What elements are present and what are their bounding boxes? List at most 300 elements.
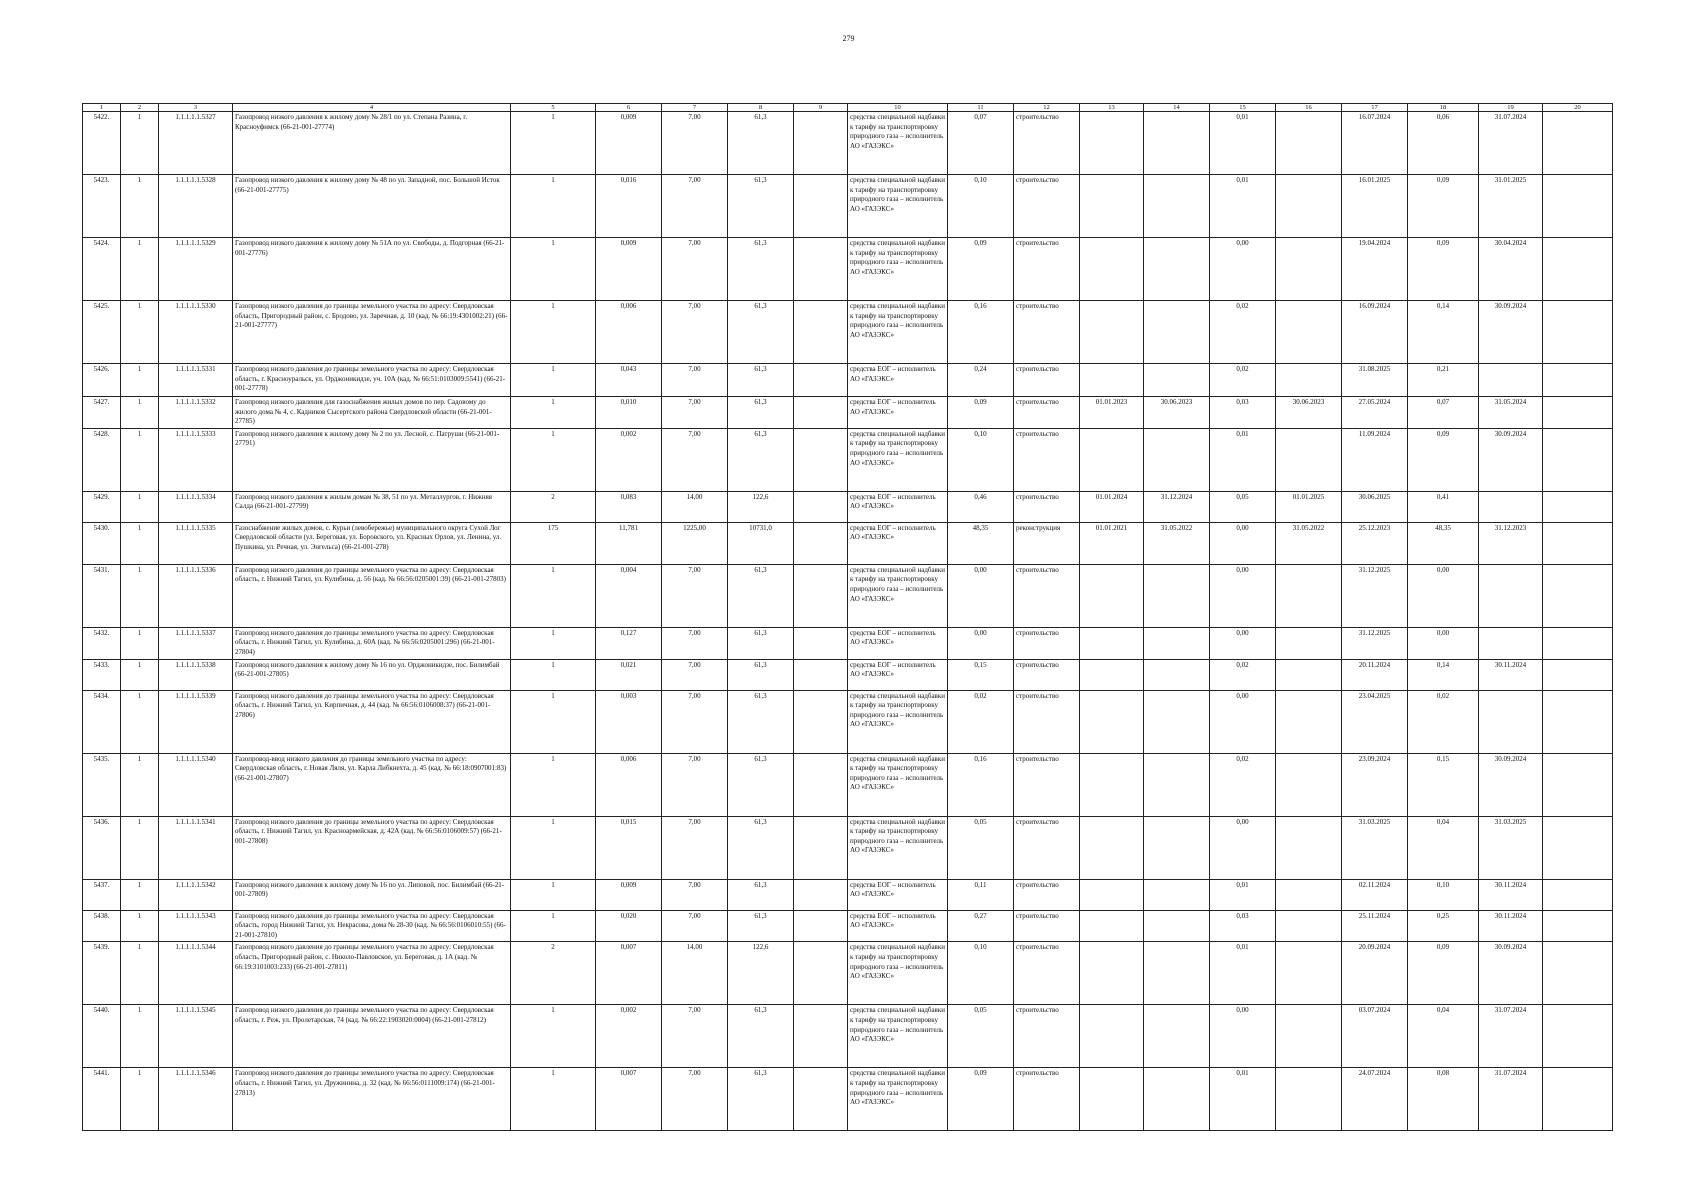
level-cell: 1 (121, 175, 159, 238)
design-start-cell (1080, 942, 1144, 1005)
construction-end-cell: 16.07.2024 (1342, 112, 1408, 175)
volume-cell: 61,3 (728, 690, 794, 753)
item-code-cell: 1.1.1.1.1.5327 (159, 112, 233, 175)
commissioning-date-cell (1479, 364, 1543, 397)
quantity-cell: 2 (511, 942, 596, 1005)
column-20-cell (1543, 942, 1613, 1005)
cost-cell: 0,09 (948, 238, 1014, 301)
capacity-cell: 7,00 (662, 238, 728, 301)
column-20-cell (1543, 238, 1613, 301)
commissioning-date-cell: 30.09.2024 (1479, 942, 1543, 1005)
construction-start-cell (1276, 301, 1342, 364)
column-header: 19 (1479, 104, 1543, 112)
work-type-cell: строительство (1014, 753, 1080, 816)
construction-end-cell: 31.03.2025 (1342, 816, 1408, 879)
work-type-cell: строительство (1014, 627, 1080, 659)
design-start-cell (1080, 364, 1144, 397)
construction-start-cell (1276, 428, 1342, 491)
design-cost-cell: 0,00 (1210, 1005, 1276, 1068)
design-cost-cell: 0,03 (1210, 910, 1276, 942)
row-number-cell: 5425. (83, 301, 121, 364)
commissioning-date-cell: 30.04.2024 (1479, 238, 1543, 301)
table-row (83, 1005, 1613, 1068)
level-cell: 1 (121, 397, 159, 429)
length-cell: 0,006 (596, 301, 662, 364)
row-number-cell: 5429. (83, 491, 121, 522)
level-cell: 1 (121, 1068, 159, 1131)
item-code-cell: 1.1.1.1.1.5331 (159, 364, 233, 397)
column-header: 17 (1342, 104, 1408, 112)
design-end-cell (1144, 175, 1210, 238)
cost-cell: 0,24 (948, 364, 1014, 397)
construction-start-cell (1276, 1068, 1342, 1131)
item-code-cell: 1.1.1.1.1.5329 (159, 238, 233, 301)
item-code-cell: 1.1.1.1.1.5332 (159, 397, 233, 429)
length-cell: 0,007 (596, 942, 662, 1005)
construction-end-cell: 25.11.2024 (1342, 910, 1408, 942)
design-cost-cell: 0,05 (1210, 491, 1276, 522)
construction-cost-cell: 0,10 (1408, 879, 1479, 910)
construction-cost-cell: 0,14 (1408, 301, 1479, 364)
capacity-cell: 7,00 (662, 428, 728, 491)
capacity-cell: 7,00 (662, 175, 728, 238)
construction-end-cell: 20.09.2024 (1342, 942, 1408, 1005)
design-cost-cell: 0,03 (1210, 397, 1276, 429)
construction-cost-cell: 0,09 (1408, 942, 1479, 1005)
level-cell: 1 (121, 491, 159, 522)
object-description-cell: Газопровод низкого давления до границы земельного участка по адресу: Свердловская область, Пригородный район, с. Николо-Павловское, ул. Береговая, д. 1А (кад. № 66:19:3101003:233) (66-21-001-27811) (233, 942, 511, 1005)
length-cell: 0,021 (596, 659, 662, 690)
design-end-cell (1144, 428, 1210, 491)
column-9-cell (794, 816, 848, 879)
volume-cell: 61,3 (728, 627, 794, 659)
volume-cell: 61,3 (728, 816, 794, 879)
row-number-cell: 5430. (83, 522, 121, 564)
item-code-cell: 1.1.1.1.1.5341 (159, 816, 233, 879)
length-cell: 0,003 (596, 690, 662, 753)
design-end-cell (1144, 690, 1210, 753)
column-9-cell (794, 1005, 848, 1068)
column-9-cell (794, 397, 848, 429)
construction-end-cell: 20.11.2024 (1342, 659, 1408, 690)
quantity-cell: 1 (511, 690, 596, 753)
design-cost-cell: 0,01 (1210, 175, 1276, 238)
construction-end-cell: 23.04.2025 (1342, 690, 1408, 753)
row-number-cell: 5432. (83, 627, 121, 659)
commissioning-date-cell: 31.01.2025 (1479, 175, 1543, 238)
cost-cell: 0,10 (948, 942, 1014, 1005)
level-cell: 1 (121, 910, 159, 942)
column-header: 20 (1543, 104, 1613, 112)
work-type-cell: строительство (1014, 816, 1080, 879)
column-9-cell (794, 753, 848, 816)
cost-cell: 0,27 (948, 910, 1014, 942)
length-cell: 0,083 (596, 491, 662, 522)
work-type-cell: строительство (1014, 564, 1080, 627)
capacity-cell: 7,00 (662, 112, 728, 175)
construction-cost-cell: 0,21 (1408, 364, 1479, 397)
design-end-cell (1144, 564, 1210, 627)
construction-end-cell: 27.05.2024 (1342, 397, 1408, 429)
design-cost-cell: 0,00 (1210, 522, 1276, 564)
length-cell: 0,020 (596, 910, 662, 942)
column-9-cell (794, 910, 848, 942)
column-9-cell (794, 564, 848, 627)
design-end-cell (1144, 301, 1210, 364)
column-header: 10 (848, 104, 948, 112)
commissioning-date-cell: 30.11.2024 (1479, 659, 1543, 690)
financing-source-cell: средства ЕОГ – исполнитель АО «ГАЗЭКС» (848, 879, 948, 910)
construction-cost-cell: 0,41 (1408, 491, 1479, 522)
volume-cell: 61,3 (728, 564, 794, 627)
level-cell: 1 (121, 627, 159, 659)
item-code-cell: 1.1.1.1.1.5343 (159, 910, 233, 942)
item-code-cell: 1.1.1.1.1.5328 (159, 175, 233, 238)
column-9-cell (794, 428, 848, 491)
construction-cost-cell: 0,00 (1408, 564, 1479, 627)
level-cell: 1 (121, 942, 159, 1005)
capacity-cell: 7,00 (662, 659, 728, 690)
construction-start-cell (1276, 690, 1342, 753)
work-type-cell: строительство (1014, 238, 1080, 301)
volume-cell: 122,6 (728, 942, 794, 1005)
design-end-cell (1144, 910, 1210, 942)
financing-source-cell: средства ЕОГ – исполнитель АО «ГАЗЭКС» (848, 910, 948, 942)
commissioning-date-cell (1479, 564, 1543, 627)
object-description-cell: Газопровод-ввод низкого давления до границы земельного участка по адресу: Свердловская область, г. Новая Ляля, ул. Карла Либкнехта, д. 45 (кад. № 66:18:0907001:83) (66-21-001-27807) (233, 753, 511, 816)
quantity-cell: 1 (511, 428, 596, 491)
column-20-cell (1543, 112, 1613, 175)
column-20-cell (1543, 659, 1613, 690)
length-cell: 0,002 (596, 428, 662, 491)
financing-source-cell: средства специальной надбавки к тарифу на транспортировку природного газа – исполнитель АО «ГАЗЭКС» (848, 301, 948, 364)
quantity-cell: 1 (511, 301, 596, 364)
level-cell: 1 (121, 816, 159, 879)
column-header: 18 (1408, 104, 1479, 112)
construction-cost-cell: 48,35 (1408, 522, 1479, 564)
column-20-cell (1543, 175, 1613, 238)
financing-source-cell: средства ЕОГ – исполнитель АО «ГАЗЭКС» (848, 659, 948, 690)
cost-cell: 0,16 (948, 753, 1014, 816)
construction-start-cell: 30.06.2023 (1276, 397, 1342, 429)
design-cost-cell: 0,01 (1210, 942, 1276, 1005)
table-row (83, 522, 1613, 564)
row-number-cell: 5427. (83, 397, 121, 429)
commissioning-date-cell: 30.09.2024 (1479, 428, 1543, 491)
quantity-cell: 1 (511, 879, 596, 910)
row-number-cell: 5431. (83, 564, 121, 627)
object-description-cell: Газопровод низкого давления до границы земельного участка по адресу: Свердловская область, г. Нижний Тагил, ул. Дружинина, д. 32 (кад. № 66:56:0111009:174) (66-21-001-27813) (233, 1068, 511, 1131)
item-code-cell: 1.1.1.1.1.5339 (159, 690, 233, 753)
capacity-cell: 7,00 (662, 1005, 728, 1068)
financing-source-cell: средства специальной надбавки к тарифу на транспортировку природного газа – исполнитель АО «ГАЗЭКС» (848, 564, 948, 627)
construction-end-cell: 11.09.2024 (1342, 428, 1408, 491)
cost-cell: 0,46 (948, 491, 1014, 522)
design-start-cell (1080, 690, 1144, 753)
cost-cell: 0,00 (948, 564, 1014, 627)
row-number-cell: 5437. (83, 879, 121, 910)
table-row (83, 428, 1613, 491)
quantity-cell: 1 (511, 564, 596, 627)
level-cell: 1 (121, 659, 159, 690)
capacity-cell: 7,00 (662, 397, 728, 429)
item-code-cell: 1.1.1.1.1.5342 (159, 879, 233, 910)
table-row (83, 364, 1613, 397)
capacity-cell: 7,00 (662, 879, 728, 910)
column-9-cell (794, 942, 848, 1005)
table-row (83, 816, 1613, 879)
design-start-cell (1080, 112, 1144, 175)
object-description-cell: Газопровод низкого давления к жилому дому № 51А по ул. Свободы, д. Подгорная (66-21-001-27776) (233, 238, 511, 301)
column-header: 3 (159, 104, 233, 112)
construction-end-cell: 25.12.2023 (1342, 522, 1408, 564)
column-20-cell (1543, 753, 1613, 816)
financing-source-cell: средства ЕОГ – исполнитель АО «ГАЗЭКС» (848, 364, 948, 397)
row-number-cell: 5435. (83, 753, 121, 816)
volume-cell: 61,3 (728, 364, 794, 397)
level-cell: 1 (121, 564, 159, 627)
table-row (83, 753, 1613, 816)
column-9-cell (794, 522, 848, 564)
row-number-cell: 5434. (83, 690, 121, 753)
design-cost-cell: 0,00 (1210, 816, 1276, 879)
row-number-cell: 5424. (83, 238, 121, 301)
commissioning-date-cell: 31.12.2023 (1479, 522, 1543, 564)
quantity-cell: 1 (511, 816, 596, 879)
volume-cell: 122,6 (728, 491, 794, 522)
construction-start-cell (1276, 753, 1342, 816)
construction-cost-cell: 0,15 (1408, 753, 1479, 816)
construction-end-cell: 16.01.2025 (1342, 175, 1408, 238)
item-code-cell: 1.1.1.1.1.5333 (159, 428, 233, 491)
construction-end-cell: 16.09.2024 (1342, 301, 1408, 364)
commissioning-date-cell (1479, 627, 1543, 659)
column-20-cell (1543, 301, 1613, 364)
construction-start-cell (1276, 564, 1342, 627)
column-9-cell (794, 301, 848, 364)
table-row (83, 910, 1613, 942)
row-number-cell: 5422. (83, 112, 121, 175)
column-header: 15 (1210, 104, 1276, 112)
page-number: 279 (842, 34, 855, 43)
level-cell: 1 (121, 690, 159, 753)
construction-cost-cell: 0,09 (1408, 175, 1479, 238)
construction-cost-cell: 0,04 (1408, 1005, 1479, 1068)
item-code-cell: 1.1.1.1.1.5334 (159, 491, 233, 522)
construction-start-cell: 31.05.2022 (1276, 522, 1342, 564)
quantity-cell: 1 (511, 1005, 596, 1068)
cost-cell: 0,07 (948, 112, 1014, 175)
design-start-cell (1080, 175, 1144, 238)
cost-cell: 0,09 (948, 397, 1014, 429)
column-20-cell (1543, 491, 1613, 522)
capacity-cell: 7,00 (662, 1068, 728, 1131)
capacity-cell: 7,00 (662, 690, 728, 753)
design-start-cell (1080, 659, 1144, 690)
capacity-cell: 14,00 (662, 942, 728, 1005)
volume-cell: 61,3 (728, 1005, 794, 1068)
design-end-cell: 31.12.2024 (1144, 491, 1210, 522)
object-description-cell: Газопровод низкого давления до границы земельного участка по адресу: Свердловская область, г. Нижний Тагил, ул. Красноармейская, д. 42А (кад. № 66:56:0106009:57) (66-21-001-27808) (233, 816, 511, 879)
commissioning-date-cell: 30.11.2024 (1479, 879, 1543, 910)
financing-source-cell: средства специальной надбавки к тарифу на транспортировку природного газа – исполнитель АО «ГАЗЭКС» (848, 753, 948, 816)
object-description-cell: Газопровод низкого давления к жилым домам № 38, 51 по ул. Металлургов, г. Нижняя Салда (66-21-001-27799) (233, 491, 511, 522)
construction-start-cell (1276, 364, 1342, 397)
capacity-cell: 7,00 (662, 564, 728, 627)
capacity-cell: 7,00 (662, 627, 728, 659)
design-cost-cell: 0,02 (1210, 301, 1276, 364)
quantity-cell: 1 (511, 175, 596, 238)
column-9-cell (794, 112, 848, 175)
design-start-cell (1080, 753, 1144, 816)
design-cost-cell: 0,01 (1210, 1068, 1276, 1131)
work-type-cell: строительство (1014, 491, 1080, 522)
design-end-cell (1144, 753, 1210, 816)
quantity-cell: 2 (511, 491, 596, 522)
quantity-cell: 1 (511, 397, 596, 429)
row-number-cell: 5428. (83, 428, 121, 491)
item-code-cell: 1.1.1.1.1.5330 (159, 301, 233, 364)
construction-end-cell: 31.12.2025 (1342, 564, 1408, 627)
design-end-cell (1144, 659, 1210, 690)
column-header: 12 (1014, 104, 1080, 112)
row-number-cell: 5438. (83, 910, 121, 942)
work-type-cell: строительство (1014, 364, 1080, 397)
column-header: 13 (1080, 104, 1144, 112)
work-type-cell: реконструкция (1014, 522, 1080, 564)
construction-end-cell: 03.07.2024 (1342, 1005, 1408, 1068)
capacity-cell: 7,00 (662, 753, 728, 816)
table-body (83, 112, 1613, 1131)
table-row (83, 491, 1613, 522)
commissioning-date-cell: 31.07.2024 (1479, 1068, 1543, 1131)
commissioning-date-cell: 31.05.2024 (1479, 397, 1543, 429)
design-cost-cell: 0,00 (1210, 690, 1276, 753)
cost-cell: 0,16 (948, 301, 1014, 364)
construction-cost-cell: 0,00 (1408, 627, 1479, 659)
cost-cell: 48,35 (948, 522, 1014, 564)
column-header: 11 (948, 104, 1014, 112)
design-start-cell (1080, 301, 1144, 364)
level-cell: 1 (121, 364, 159, 397)
row-number-cell: 5439. (83, 942, 121, 1005)
column-9-cell (794, 175, 848, 238)
column-number-row (83, 104, 1613, 112)
object-description-cell: Газопровод низкого давления к жилому дому № 28/1 по ул. Степана Разина, г. Красноуфимск (66-21-001-27774) (233, 112, 511, 175)
work-type-cell: строительство (1014, 879, 1080, 910)
level-cell: 1 (121, 301, 159, 364)
column-9-cell (794, 491, 848, 522)
level-cell: 1 (121, 879, 159, 910)
capacity-cell: 1225,00 (662, 522, 728, 564)
design-cost-cell: 0,02 (1210, 753, 1276, 816)
design-cost-cell: 0,01 (1210, 428, 1276, 491)
column-9-cell (794, 364, 848, 397)
construction-start-cell (1276, 1005, 1342, 1068)
object-description-cell: Газопровод низкого давления к жилому дому № 48 по ул. Западной, пос. Большой Исток (66-21-001-27775) (233, 175, 511, 238)
quantity-cell: 1 (511, 627, 596, 659)
object-description-cell: Газоснабжение жилых домов, с. Курьи (левобережье) муниципального округа Сухой Лог Свердловской области (ул. Береговая, ул. Боровского, ул. Красных Орлов, ул. Ленина, ул. Пушкина, ул. Речная, ул. Энгельса) (66-21-001-278) (233, 522, 511, 564)
construction-start-cell (1276, 659, 1342, 690)
work-type-cell: строительство (1014, 690, 1080, 753)
length-cell: 11,781 (596, 522, 662, 564)
work-type-cell: строительство (1014, 428, 1080, 491)
volume-cell: 61,3 (728, 238, 794, 301)
length-cell: 0,007 (596, 1068, 662, 1131)
length-cell: 0,015 (596, 816, 662, 879)
work-type-cell: строительство (1014, 910, 1080, 942)
commissioning-date-cell (1479, 491, 1543, 522)
row-number-cell: 5441. (83, 1068, 121, 1131)
object-description-cell: Газопровод низкого давления к жилому дому № 2 по ул. Лесной, с. Патруши (66-21-001-27791) (233, 428, 511, 491)
length-cell: 0,004 (596, 564, 662, 627)
column-20-cell (1543, 397, 1613, 429)
table-row (83, 942, 1613, 1005)
design-start-cell (1080, 238, 1144, 301)
item-code-cell: 1.1.1.1.1.5345 (159, 1005, 233, 1068)
length-cell: 0,016 (596, 175, 662, 238)
construction-end-cell: 30.06.2025 (1342, 491, 1408, 522)
volume-cell: 61,3 (728, 1068, 794, 1131)
table-row (83, 301, 1613, 364)
commissioning-date-cell: 31.07.2024 (1479, 112, 1543, 175)
capacity-cell: 7,00 (662, 910, 728, 942)
column-header: 6 (596, 104, 662, 112)
column-header: 16 (1276, 104, 1342, 112)
design-start-cell: 01.01.2024 (1080, 491, 1144, 522)
financing-source-cell: средства ЕОГ – исполнитель АО «ГАЗЭКС» (848, 491, 948, 522)
design-end-cell (1144, 364, 1210, 397)
design-end-cell (1144, 1068, 1210, 1131)
design-end-cell (1144, 942, 1210, 1005)
design-end-cell: 30.06.2023 (1144, 397, 1210, 429)
level-cell: 1 (121, 238, 159, 301)
financing-source-cell: средства специальной надбавки к тарифу на транспортировку природного газа – исполнитель АО «ГАЗЭКС» (848, 1068, 948, 1131)
table-row (83, 112, 1613, 175)
construction-end-cell: 02.11.2024 (1342, 879, 1408, 910)
design-start-cell: 01.01.2023 (1080, 397, 1144, 429)
table-row (83, 564, 1613, 627)
table-row (83, 1068, 1613, 1131)
capacity-cell: 7,00 (662, 301, 728, 364)
construction-end-cell: 31.12.2025 (1342, 627, 1408, 659)
construction-cost-cell: 0,14 (1408, 659, 1479, 690)
object-description-cell: Газопровод низкого давления до границы земельного участка по адресу: Свердловская область, г. Нижний Тагил, ул. Кирпичная, д. 44 (кад. № 66:56:0106008:37) (66-21-001-27806) (233, 690, 511, 753)
capacity-cell: 7,00 (662, 816, 728, 879)
column-9-cell (794, 627, 848, 659)
object-description-cell: Газопровод низкого давления к жилому дому № 16 по ул. Орджоникидзе, пос. Билимбай (66-21-001-27805) (233, 659, 511, 690)
volume-cell: 10731,0 (728, 522, 794, 564)
financing-source-cell: средства специальной надбавки к тарифу на транспортировку природного газа – исполнитель АО «ГАЗЭКС» (848, 175, 948, 238)
work-type-cell: строительство (1014, 1068, 1080, 1131)
length-cell: 0,006 (596, 753, 662, 816)
column-20-cell (1543, 522, 1613, 564)
quantity-cell: 1 (511, 364, 596, 397)
column-9-cell (794, 238, 848, 301)
table-row (83, 397, 1613, 429)
construction-cost-cell: 0,06 (1408, 112, 1479, 175)
design-end-cell (1144, 627, 1210, 659)
cost-cell: 0,15 (948, 659, 1014, 690)
object-description-cell: Газопровод низкого давления до границы земельного участка по адресу: Свердловская область, г. Красноуральск, ул. Орджоникидзе, уч. 10А (кад. № 66:51:0103009:5541) (66-21-001-27778) (233, 364, 511, 397)
column-header: 1 (83, 104, 121, 112)
design-start-cell (1080, 1005, 1144, 1068)
commissioning-date-cell (1479, 690, 1543, 753)
design-start-cell (1080, 910, 1144, 942)
cost-cell: 0,05 (948, 1005, 1014, 1068)
column-9-cell (794, 879, 848, 910)
volume-cell: 61,3 (728, 301, 794, 364)
